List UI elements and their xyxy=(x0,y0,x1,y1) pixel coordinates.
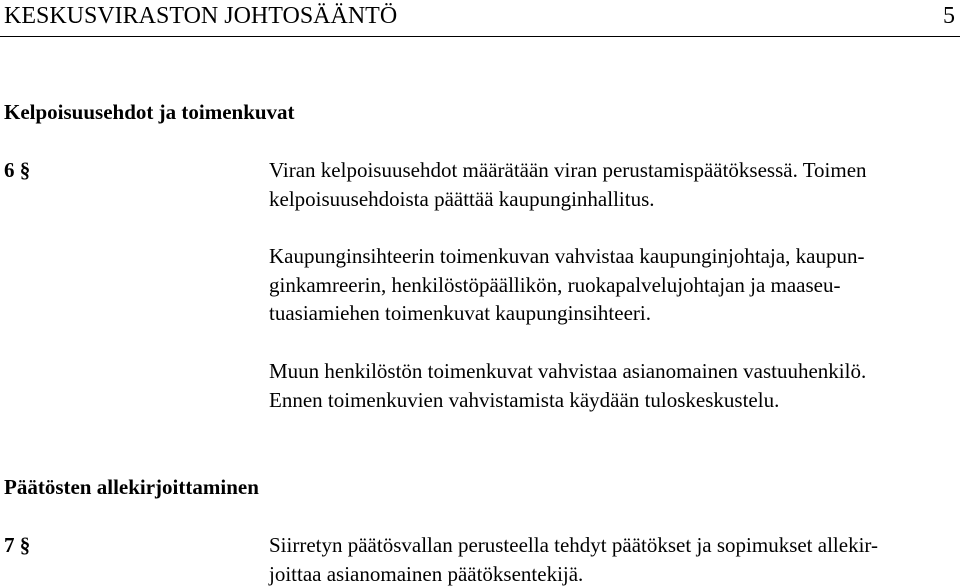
document-header-title: KESKUSVIRASTON JOHTOSÄÄNTÖ xyxy=(4,1,397,31)
page-number: 5 xyxy=(943,1,955,31)
section-heading-signing-decisions: Päätösten allekirjoittaminen xyxy=(4,474,259,501)
paragraph-city-secretary-job-description xyxy=(269,242,959,328)
text-line: joittaa asianomainen päätöksentekijä. xyxy=(269,560,959,588)
paragraph-qualification-terms xyxy=(269,156,959,213)
text-line: Viran kelpoisuusehdot määrätään viran perustamispäätöksessä. Toimen xyxy=(269,156,959,185)
text-line: ginkamreerin, henkilöstöpäällikön, ruokapalvelujohtajan ja maaseu- xyxy=(269,271,959,300)
text-line: kelpoisuusehdoista päättää kaupunginhallitus. xyxy=(269,185,959,214)
section-number-7: 7 § xyxy=(4,532,30,559)
header-divider xyxy=(0,36,960,37)
section-number-6: 6 § xyxy=(4,157,30,184)
section-heading-qualifications: Kelpoisuusehdot ja toimenkuvat xyxy=(4,99,295,126)
text-line: Ennen toimenkuvien vahvistamista käydään tuloskeskustelu. xyxy=(269,386,959,415)
paragraph-decision-signing xyxy=(269,531,959,588)
text-line: tuasiamiehen toimenkuvat kaupunginsihteeri. xyxy=(269,299,959,328)
text-line: Muun henkilöstön toimenkuvat vahvistaa asianomainen vastuuhenkilö. xyxy=(269,357,959,386)
text-line: Siirretyn päätösvallan perusteella tehdyt päätökset ja sopimukset allekir- xyxy=(269,531,959,560)
paragraph-other-staff-job-descriptions xyxy=(269,357,959,414)
text-line: Kaupunginsihteerin toimenkuvan vahvistaa kaupunginjohtaja, kaupun- xyxy=(269,242,959,271)
